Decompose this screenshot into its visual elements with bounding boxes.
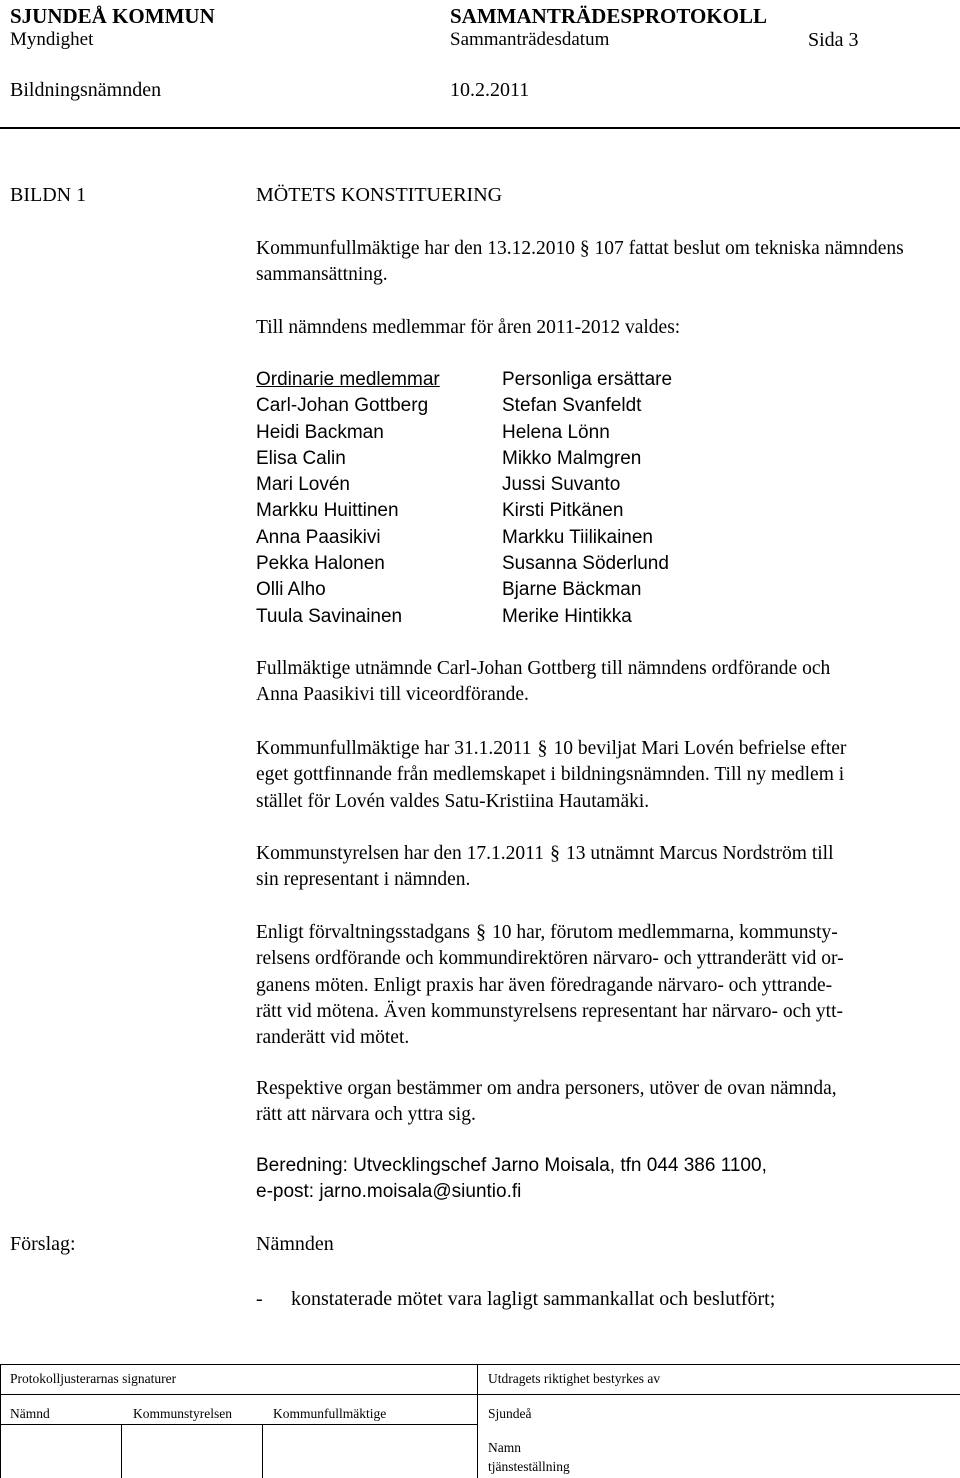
deputy-members-header: Personliga ersättare: [502, 369, 673, 390]
footer-rule-col1: [121, 1424, 122, 1478]
list-item: Tuula Savinainen: [256, 605, 403, 627]
proposal-by: Nämnden: [256, 1233, 334, 1255]
text-line: Anna Paasikivi till viceordförande.: [256, 684, 529, 706]
text-line: eget gottfinnande från medlemskapet i bildningsnämnden. Till ny medlem i: [256, 764, 845, 786]
section-sign: §: [549, 842, 560, 864]
text-span: Kommunstyrelsen har den 17.1.2011: [256, 843, 544, 864]
chair-paragraph: [256, 656, 946, 709]
list-item: Heidi Backman: [256, 421, 384, 443]
org-name: SJUNDEÅ KOMMUN: [10, 4, 215, 28]
list-item: Markku Tiilikainen: [502, 526, 653, 548]
list-item: Susanna Söderlund: [502, 553, 669, 575]
list-item: Bjarne Bäckman: [502, 579, 642, 601]
footer-place: Sjundeå: [488, 1406, 532, 1421]
authority-label: Myndighet: [10, 29, 94, 50]
list-item: Carl-Johan Gottberg: [256, 395, 429, 417]
ordinary-members-list: [256, 367, 440, 630]
text-line: [256, 735, 946, 762]
document-type: SAMMANTRÄDESPROTOKOLL: [450, 4, 767, 28]
section-sign: §: [537, 737, 548, 759]
text-span: Enligt förvaltningsstadgans: [256, 922, 470, 943]
date-label: Sammanträdesdatum: [450, 29, 610, 50]
list-item: Pekka Halonen: [256, 553, 385, 575]
text-line: sin representant i nämnden.: [256, 869, 471, 891]
rights-paragraph: [256, 919, 946, 1051]
text-line: rätt att närvara och yttra sig.: [256, 1104, 476, 1126]
organs-paragraph: [256, 1076, 946, 1129]
proposal-label: Förslag:: [10, 1233, 76, 1255]
list-item: Olli Alho: [256, 579, 326, 601]
meeting-date: 10.2.2011: [450, 79, 530, 101]
text-line: rätt vid mötena. Även kommunstyrelsens representant har närvaro- och ytt-: [256, 1000, 843, 1022]
extract-label: Utdragets riktighet bestyrkes av: [488, 1371, 661, 1386]
footer-rule-col2: [262, 1424, 263, 1478]
proposal-dash: -: [256, 1288, 263, 1310]
list-item: Merike Hintikka: [502, 605, 632, 627]
text-line: stället för Lovén valdes Satu-Kristiina Hautamäki.: [256, 790, 650, 812]
footer-position-label: tjänsteställning: [488, 1459, 570, 1474]
text-span: 13 utnämnt Marcus Nordström till: [565, 843, 834, 864]
text-line: randerätt vid mötet.: [256, 1027, 410, 1049]
list-item: Kirsti Pitkänen: [502, 500, 624, 522]
list-item: Markku Huittinen: [256, 500, 399, 522]
text-line: relsens ordförande och kommundirektören närvaro- och yttranderätt vid or-: [256, 948, 844, 970]
footer-rule-left: [0, 1364, 1, 1478]
footer-rule-inner: [0, 1424, 477, 1425]
preparation-line-1: Beredning: Utvecklingschef Jarno Moisala, tfn 044 386 1100,: [256, 1155, 767, 1176]
footer-rule-middle: [0, 1394, 960, 1395]
representative-paragraph: [256, 840, 946, 894]
resignation-paragraph: [256, 735, 946, 815]
list-item: Stefan Svanfeldt: [502, 395, 642, 417]
section-title: MÖTETS KONSTITUERING: [256, 184, 503, 206]
section-code: BILDN 1: [10, 184, 87, 206]
intro-paragraph-2: Till nämndens medlemmar för åren 2011-2012 valdes:: [256, 317, 681, 338]
footer-namnd: Nämnd: [10, 1406, 50, 1421]
text-line: [256, 919, 946, 946]
text-line: Fullmäktige utnämnde Carl-Johan Gottberg till nämndens ordförande och: [256, 658, 831, 679]
footer-kommunstyrelsen: Kommunstyrelsen: [133, 1406, 232, 1421]
list-item: Anna Paasikivi: [256, 526, 381, 548]
preparation-email: e-post: jarno.moisala@siuntio.fi: [256, 1181, 522, 1202]
list-item: Elisa Calin: [256, 447, 346, 469]
page-number: Sida 3: [808, 29, 859, 51]
text-span: 10 beviljat Mari Lovén befrielse efter: [553, 738, 847, 759]
header-divider: [0, 127, 960, 129]
list-item: Helena Lönn: [502, 421, 610, 443]
list-item: Mikko Malmgren: [502, 447, 642, 469]
signatures-label: Protokolljusterarnas signaturer: [10, 1371, 177, 1386]
list-item: Mari Lovén: [256, 474, 350, 496]
deputy-members-list: [502, 367, 672, 630]
text-span: Kommunfullmäktige har 31.1.2011: [256, 738, 532, 759]
text-line: [256, 840, 946, 867]
footer-rule-col3: [477, 1364, 478, 1478]
text-span: 10 har, förutom medlemmarna, kommunsty-: [491, 922, 838, 943]
ordinary-members-header: Ordinarie medlemmar: [256, 369, 440, 390]
text-line: Respektive organ bestämmer om andra personers, utöver de ovan nämnda,: [256, 1078, 837, 1099]
footer-rule-top: [0, 1364, 960, 1365]
intro-paragraph-1: Kommunfullmäktige har den 13.12.2010 § 107 fattat beslut om tekniska nämndens sammansättning.: [256, 238, 904, 286]
section-sign: §: [475, 921, 486, 943]
footer-kommunfullmaktige: Kommunfullmäktige: [273, 1406, 387, 1421]
authority-name: Bildningsnämnden: [10, 79, 162, 101]
proposal-item: konstaterade mötet vara lagligt sammankallat och beslutfört;: [291, 1288, 776, 1310]
list-item: Jussi Suvanto: [502, 474, 621, 496]
text-line: ganens möten. Enligt praxis har även föredragande närvaro- och yttrande-: [256, 974, 833, 996]
footer-name-label: Namn: [488, 1440, 521, 1455]
